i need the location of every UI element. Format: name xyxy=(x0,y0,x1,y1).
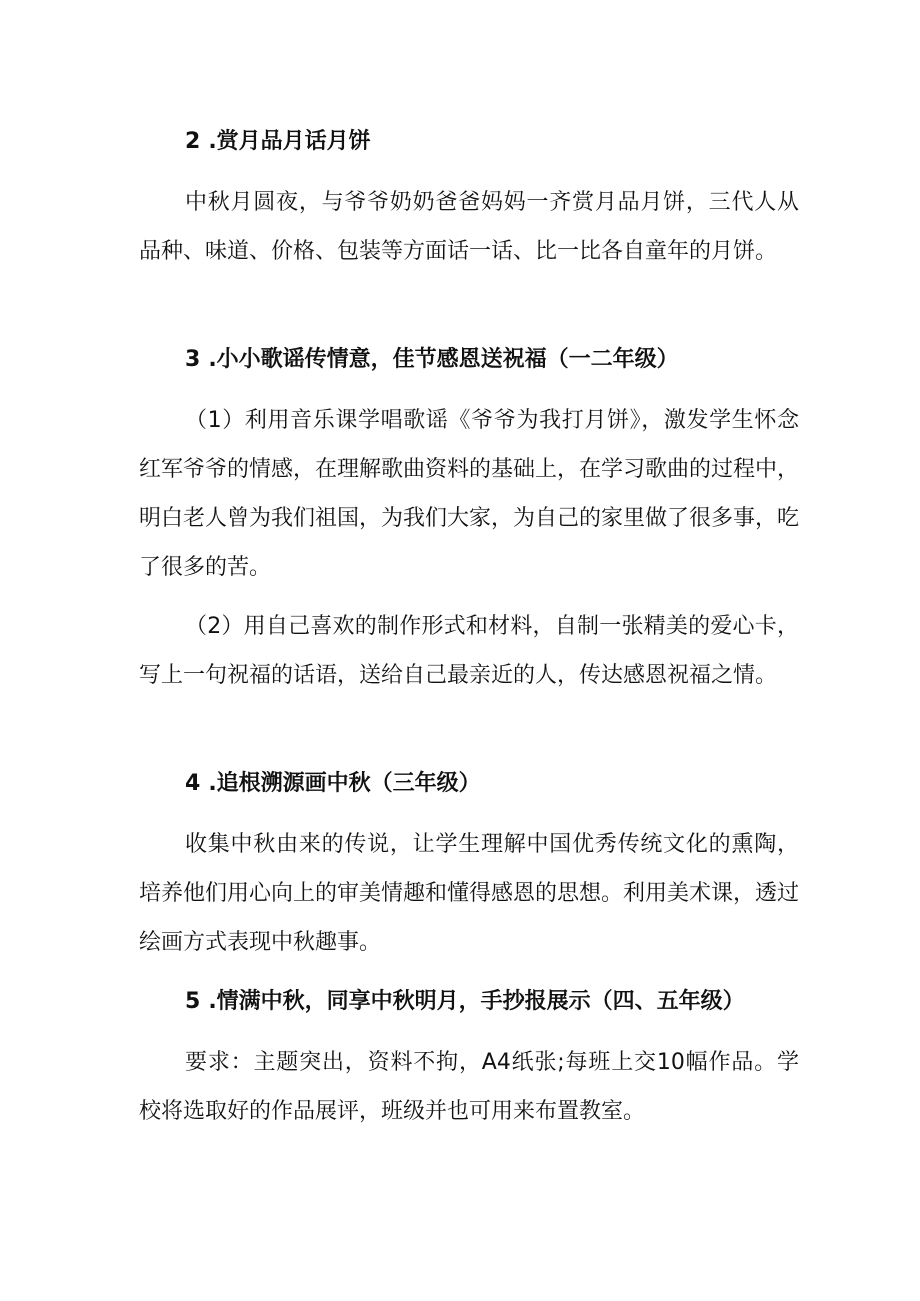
heading-text: .小小歌谣传情意，佳节感恩送祝福（一二年级） xyxy=(208,347,679,372)
heading-number: 2 xyxy=(185,129,201,154)
paragraph-song: （1）利用音乐课学唱歌谣《爷爷为我打月饼》，激发学生怀念红军爷爷的情感，在理解歌曲资料的基础上，在学习歌曲的过程中，明白老人曾为我们祖国，为我们大家，为自己的家里做了很多事，吃了很多的苦。 xyxy=(139,408,800,580)
paragraph-card: （2）用自己喜欢的制作形式和材料，自制一张精美的爱心卡，写上一句祝福的话语，送给自己最亲近的人，传达感恩祝福之情。 xyxy=(139,614,799,688)
paragraph-painting: 收集中秋由来的传说，让学生理解中国优秀传统文化的熏陶，培养他们用心向上的审美情趣和懂得感恩的思想。利用美术课，透过绘画方式表现中秋趣事。 xyxy=(139,832,800,955)
paragraph-mooncake: 中秋月圆夜，与爷爷奶奶爸爸妈妈一齐赏月品月饼，三代人从品种、味道、价格、包装等方面话一话、比一比各自童年的月饼。 xyxy=(139,190,799,264)
section-heading-4 xyxy=(139,769,845,799)
heading-number: 4 xyxy=(185,771,201,796)
heading-number: 5 xyxy=(185,989,201,1014)
heading-text: .情满中秋，同享中秋明月，手抄报展示（四、五年级） xyxy=(208,989,745,1014)
heading-text: .追根溯源画中秋（三年级） xyxy=(208,771,481,796)
heading-number: 3 xyxy=(185,347,201,372)
paragraph-requirements: 要求：主题突出，资料不拘，A4纸张;每班上交10幅作品。学校将选取好的作品展评，班级并也可用来布置教室。 xyxy=(139,1050,799,1124)
section-heading-2 xyxy=(139,127,845,157)
section-heading-3 xyxy=(139,345,845,375)
heading-text: .赏月品月话月饼 xyxy=(208,129,371,154)
section-heading-5 xyxy=(139,987,845,1017)
